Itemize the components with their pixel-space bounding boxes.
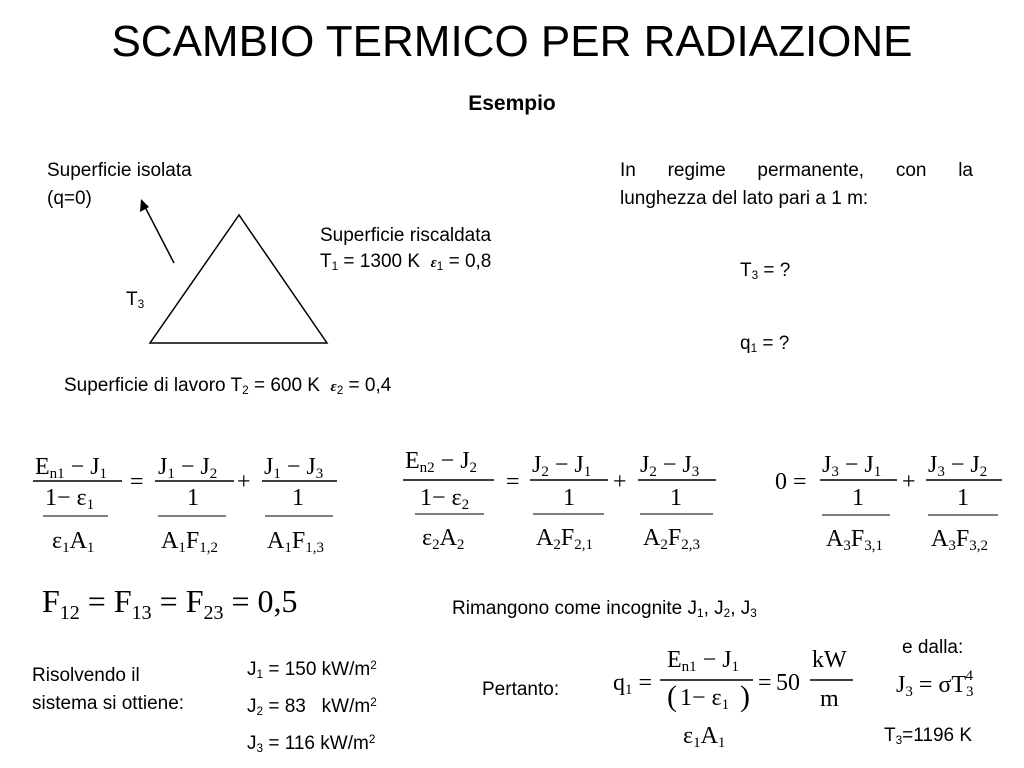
heated-surface-values: $T_1 = 1300$ K $\varepsilon_1 = 0,8$ xyxy=(320,251,492,273)
results-list xyxy=(247,652,377,762)
equation-node-3 xyxy=(775,452,1002,554)
conditions-line2: lunghezza del lato pari a 1 m: xyxy=(620,188,869,209)
result-j3: $J_3 = 116$ $kW/m^2$ xyxy=(247,732,376,755)
svg-text:1− ε1: 1− ε1 xyxy=(45,485,95,513)
result-j1: $J_1 = 150$ $kW/m^2$ xyxy=(247,658,377,681)
svg-text:1: 1 xyxy=(187,485,199,511)
svg-text:ε2A2: ε2A2 xyxy=(422,525,465,553)
eq1-num: En1 − J1 xyxy=(35,454,108,482)
svg-text:1: 1 xyxy=(563,485,575,511)
svg-text:+: + xyxy=(613,469,627,495)
svg-text:0 =: 0 = xyxy=(775,469,807,495)
insulated-surface-condition: (q=0) xyxy=(47,188,92,209)
solution-intro-line1: Risolvendo il xyxy=(32,665,140,686)
svg-text:): ) xyxy=(740,680,750,713)
q1-equation xyxy=(613,647,853,751)
result-j2: $J_2 = 83$ $kW/m^2$ xyxy=(247,695,377,718)
svg-text:A2F2,1: A2F2,1 xyxy=(536,525,593,553)
svg-text:A3F3,2: A3F3,2 xyxy=(931,526,988,554)
svg-text:A1F1,2: A1F1,2 xyxy=(161,528,218,556)
unknown-q1: $q_1$ = ? xyxy=(740,333,790,355)
svg-text:+: + xyxy=(237,469,251,495)
t3-result: $T_3=1196$ K xyxy=(884,725,973,747)
svg-text:A1F1,3: A1F1,3 xyxy=(267,528,324,556)
svg-text:J3 = σT34: J3 = σT34 xyxy=(896,668,974,700)
svg-text:=: = xyxy=(130,469,144,495)
stefan-boltzmann-equation xyxy=(896,668,973,700)
svg-text:J1 − J2: J1 − J2 xyxy=(158,454,218,482)
svg-text:ε1A1: ε1A1 xyxy=(52,528,95,556)
svg-text:=: = xyxy=(758,670,772,696)
svg-text:(: ( xyxy=(667,680,677,713)
q1-unit-denominator: m xyxy=(820,686,839,712)
svg-text:En1 − J1: En1 − J1 xyxy=(667,647,740,675)
svg-text:1: 1 xyxy=(292,485,304,511)
svg-text:J3 − J2: J3 − J2 xyxy=(928,452,988,480)
heated-surface-label: Superficie riscaldata xyxy=(320,225,492,246)
svg-text:1: 1 xyxy=(670,485,682,511)
page-title: SCAMBIO TERMICO PER RADIAZIONE xyxy=(111,17,913,66)
svg-text:J2 − J1: J2 − J1 xyxy=(532,452,592,480)
conditions-line1: In regime permanente, con la xyxy=(620,160,973,181)
svg-text:1− ε1: 1− ε1 xyxy=(680,685,730,713)
view-factors-equation xyxy=(42,583,298,624)
unknowns-note: Rimangono come incognite $J_1$, $J_2$, $J_3$ xyxy=(452,598,757,620)
svg-text:F12 = F13 = F23 = 0,5: $F_{12} = F_{13} = F_{23} = 0,5$ xyxy=(42,583,298,624)
svg-text:J1 − J3: J1 − J3 xyxy=(264,454,324,482)
work-surface-label: Superficie di lavoro $T_2 = 600$ K $\varepsilon_2 = 0,4$ xyxy=(64,375,392,397)
svg-text:A3F3,1: A3F3,1 xyxy=(826,526,883,554)
and-from-label: e dalla: xyxy=(902,637,964,658)
equation-node-2 xyxy=(403,448,716,553)
solution-intro-line2: sistema si ottiene: xyxy=(32,693,185,714)
svg-text:1− ε2: 1− ε2 xyxy=(420,485,470,513)
svg-text:A2F2,3: A2F2,3 xyxy=(643,525,700,553)
svg-text:J2 − J3: J2 − J3 xyxy=(640,452,700,480)
svg-text:En2 − J2: En2 − J2 xyxy=(405,448,478,476)
therefore-label: Pertanto: xyxy=(482,679,560,700)
svg-text:+: + xyxy=(902,469,916,495)
svg-text:1: 1 xyxy=(852,485,864,511)
svg-text:1: 1 xyxy=(957,485,969,511)
t3-vertex-label: $T_3$ xyxy=(126,289,145,311)
q1-unit-numerator: kW xyxy=(812,647,847,673)
svg-text:ε1A1: ε1A1 xyxy=(683,723,726,751)
unknown-t3: $T_3$ = ? xyxy=(740,260,791,282)
svg-text:=: = xyxy=(506,469,520,495)
q1-result-value: 50 xyxy=(776,670,800,696)
equation-node-1 xyxy=(33,454,337,556)
svg-text:q1 =: q1 = xyxy=(613,670,653,698)
page-subtitle: Esempio xyxy=(468,92,556,115)
insulated-surface-label: Superficie isolata xyxy=(47,160,192,181)
svg-text:J3 − J1: J3 − J1 xyxy=(822,452,882,480)
